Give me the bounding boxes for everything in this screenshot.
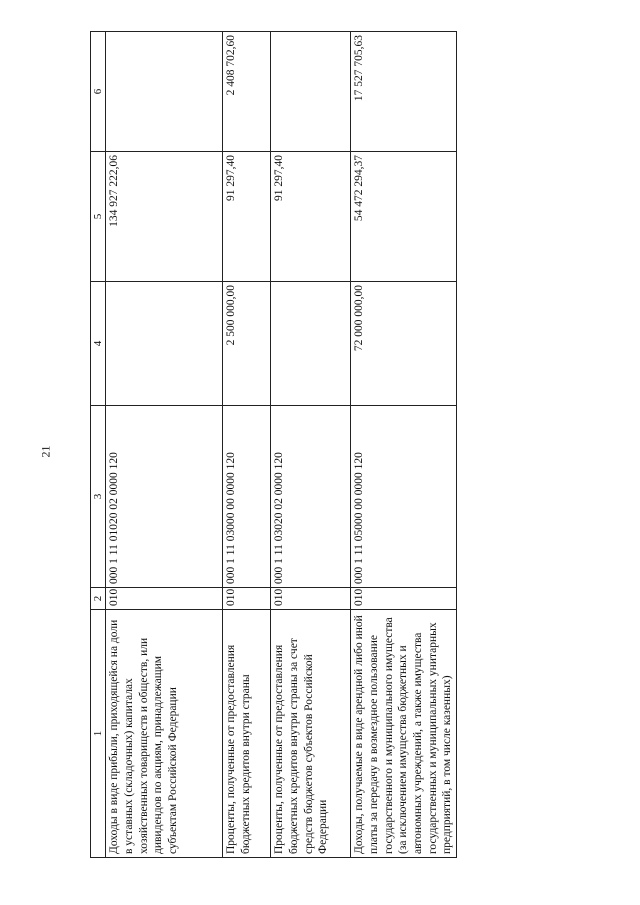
row-col4 xyxy=(106,282,223,406)
table-row xyxy=(223,32,271,858)
row-col4 xyxy=(271,282,351,406)
header-col-4: 4 xyxy=(91,282,106,406)
row-budget-code: 000 1 11 05000 00 0000 120 xyxy=(351,406,457,588)
header-col-6: 6 xyxy=(91,32,106,152)
row-col4: 72 000 000,00 xyxy=(351,282,457,406)
row-col6 xyxy=(271,32,351,152)
row-name: Проценты, полученные от предоставления бюджетных кредитов внутри страны за счет средств бюджетов субъектов Российской Федерации xyxy=(271,610,351,858)
row-budget-code: 000 1 11 01020 02 0000 120 xyxy=(106,406,223,588)
table-row xyxy=(351,32,457,858)
header-col-1: 1 xyxy=(91,610,106,858)
row-col5: 134 927 222,06 xyxy=(106,152,223,282)
row-col6: 17 527 705,63 xyxy=(351,32,457,152)
row-col6: 2 408 702,60 xyxy=(223,32,271,152)
row-col5: 91 297,40 xyxy=(223,152,271,282)
rotated-table-container xyxy=(90,32,454,858)
row-name: Доходы, получаемые в виде арендной либо иной платы за передачу в возмездное пользование государственного и муниципального имущества (за исключением имущества бюджетных и автономных учреждений, а также имущества государственных и муниципальных унитарных предприятий, в том числе казенных) xyxy=(351,610,457,858)
row-name: Доходы в виде прибыли, приходящейся на доли в уставных (складочных) капиталах хозяйственных товариществ и обществ, или дивидендов по акциям, принадлежащим субъектам Российской Федерации xyxy=(106,610,223,858)
row-name: Проценты, полученные от предоставления бюджетных кредитов внутри страны xyxy=(223,610,271,858)
row-line-code: 010 xyxy=(351,588,457,610)
row-budget-code: 000 1 11 03000 00 0000 120 xyxy=(223,406,271,588)
row-col5: 54 472 294,37 xyxy=(351,152,457,282)
row-col5: 91 297,40 xyxy=(271,152,351,282)
row-line-code: 010 xyxy=(223,588,271,610)
header-col-5: 5 xyxy=(91,152,106,282)
document-table-region xyxy=(90,32,454,858)
table-row xyxy=(271,32,351,858)
header-row xyxy=(91,32,106,858)
row-line-code: 010 xyxy=(271,588,351,610)
row-col4: 2 500 000,00 xyxy=(223,282,271,406)
header-col-2: 2 xyxy=(91,588,106,610)
row-col6 xyxy=(106,32,223,152)
table-row xyxy=(106,32,223,858)
budget-income-table xyxy=(90,31,457,858)
page-number: 21 xyxy=(38,445,53,458)
row-line-code: 010 xyxy=(106,588,223,610)
header-col-3: 3 xyxy=(91,406,106,588)
row-budget-code: 000 1 11 03020 02 0000 120 xyxy=(271,406,351,588)
